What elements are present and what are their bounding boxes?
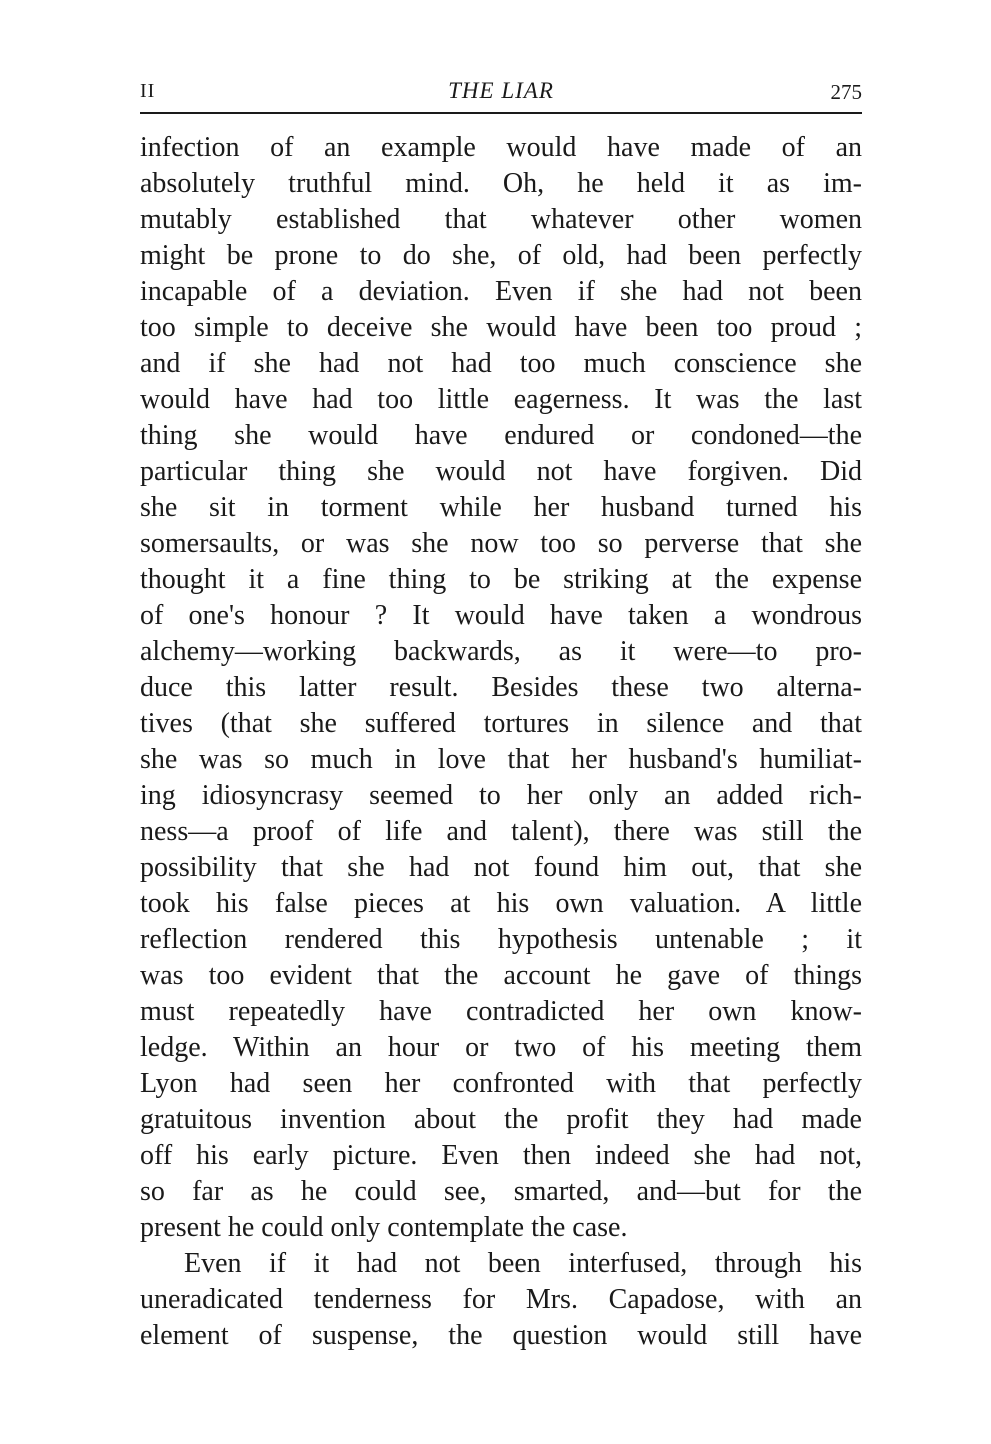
text-line: somersaults, or was she now too so perverse that she <box>140 528 862 559</box>
text-line: ledge. Within an hour or two of his meeting them <box>140 1032 862 1063</box>
text-line: infection of an example would have made of an <box>140 132 862 163</box>
text-line: thought it a fine thing to be striking at the expense <box>140 564 862 595</box>
text-line: was too evident that the account he gave of things <box>140 960 862 991</box>
text-line: element of suspense, the question would still have <box>140 1320 862 1351</box>
paragraph <box>140 1246 862 1354</box>
text-line: alchemy—working backwards, as it were—to pro- <box>140 636 862 667</box>
running-title: THE LIAR <box>448 78 554 103</box>
chapter-number: II <box>140 80 156 102</box>
text-line: would have had too little eagerness. It was the last <box>140 384 862 415</box>
text-line: thing she would have endured or condoned—the <box>140 420 862 451</box>
text-line: must repeatedly have contradicted her own know- <box>140 996 862 1027</box>
text-line: reflection rendered this hypothesis untenable ; it <box>140 924 862 955</box>
running-head <box>140 60 862 114</box>
text-line: incapable of a deviation. Even if she had not been <box>140 276 862 307</box>
text-line: ing idiosyncrasy seemed to her only an added rich- <box>140 780 862 811</box>
text-line: off his early picture. Even then indeed she had not, <box>140 1140 862 1171</box>
text-line: tives (that she suffered tortures in silence and that <box>140 708 862 739</box>
text-line: she was so much in love that her husband's humiliat- <box>140 744 862 775</box>
text-line: possibility that she had not found him out, that she <box>140 852 862 883</box>
text-line: of one's honour ? It would have taken a wondrous <box>140 600 862 631</box>
text-line: she sit in torment while her husband turned his <box>140 492 862 523</box>
text-line: Lyon had seen her confronted with that perfectly <box>140 1068 862 1099</box>
text-line: particular thing she would not have forgiven. Did <box>140 456 862 487</box>
text-line: Even if it had not been interfused, through his <box>184 1248 862 1279</box>
paragraph <box>140 130 862 1246</box>
text-line: present he could only contemplate the case. <box>140 1212 628 1243</box>
text-line: might be prone to do she, of old, had been perfectly <box>140 240 862 271</box>
text-line: took his false pieces at his own valuation. A little <box>140 888 862 919</box>
page-number: 275 <box>830 80 862 104</box>
text-line: gratuitous invention about the profit they had made <box>140 1104 862 1135</box>
text-line: so far as he could see, smarted, and—but for the <box>140 1176 862 1207</box>
text-line: and if she had not had too much conscience she <box>140 348 862 379</box>
text-line: absolutely truthful mind. Oh, he held it as im- <box>140 168 862 199</box>
text-line: mutably established that whatever other women <box>140 204 862 235</box>
text-line: ness—a proof of life and talent), there was still the <box>140 816 862 847</box>
book-page <box>140 60 862 1354</box>
text-line: too simple to deceive she would have been too proud ; <box>140 312 862 343</box>
text-line: duce this latter result. Besides these two alterna- <box>140 672 862 703</box>
body-text <box>140 130 862 1354</box>
text-line: uneradicated tenderness for Mrs. Capadose, with an <box>140 1284 862 1315</box>
